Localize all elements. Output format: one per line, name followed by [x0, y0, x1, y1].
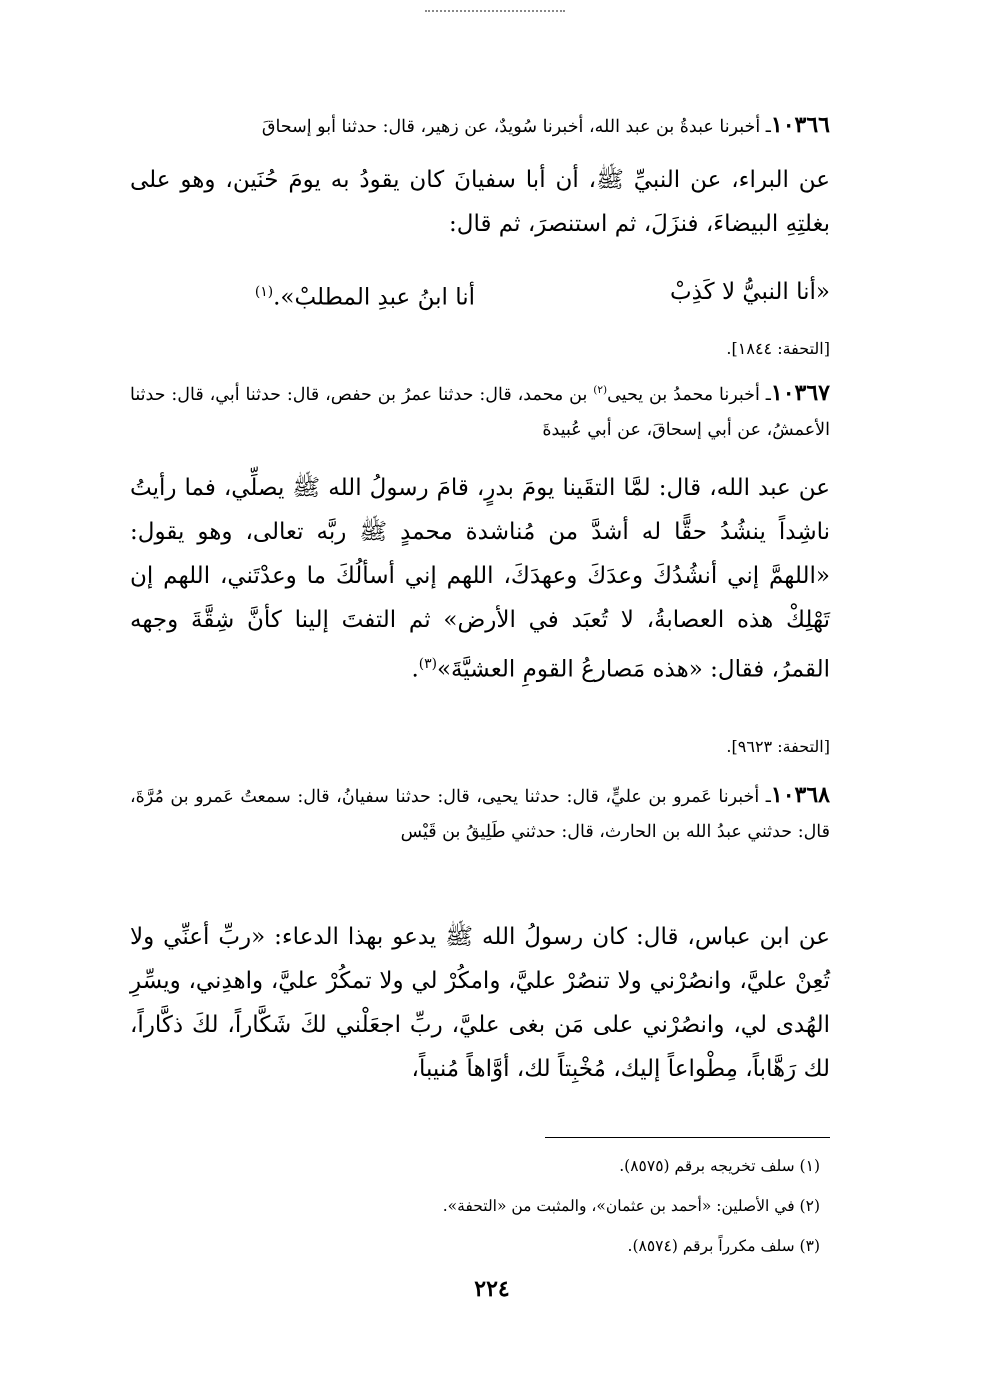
verse-text: أنا ابنُ عبدِ المطلبْ».: [273, 284, 475, 311]
hadith-number: ١٠٣٦٦: [770, 112, 830, 138]
hadith-number: ١٠٣٦٨: [770, 782, 830, 808]
footnote-separator: [545, 1137, 830, 1138]
hadith-10367-isnad: [130, 373, 830, 448]
isnad-text: ـ أخبرنا عَمرو بن عليٍّ، قال: حدثنا يحيى، قال: حدثنا سفيانُ، قال: سمعتُ عَمرو بن مُرَّةَ، قال: حدثني عبدُ الله بن الحارث، قال: حدثني طَلِيقُ بن قَيْس: [130, 787, 830, 842]
isnad-text: ـ أخبرنا عبدةُ بن عبد الله، أخبرنا سُويدٌ، عن زهير، قال: حدثنا أبو إسحاقَ: [261, 117, 771, 137]
matn-end: .: [411, 656, 419, 683]
tuhfa-reference: [التحفة: ٩٦٢٣].: [726, 737, 830, 756]
verse-hemistich-2: [255, 272, 475, 318]
hadith-10368-isnad: [130, 778, 830, 850]
footnote-3: (٣) سلف مكرراً برقم (٨٥٧٤).: [627, 1237, 820, 1255]
footnote-2: (٢) في الأصلين: «أحمد بن عثمان»، والمثبت من «التحفة».: [442, 1197, 820, 1215]
hadith-number: ١٠٣٦٧: [770, 379, 830, 406]
footnote-marker: (٢): [593, 384, 608, 396]
isnad-text-continued: بن محمد، قال: حدثنا عمرُ بن حفص، قال: حدثنا أبي، قال: حدثنا الأعمشُ، عن أبي إسحاقَ، عن أبي عُبيدةَ: [130, 384, 830, 440]
hadith-10366-matn: عن البراء، عن النبيِّ ﷺ، أن أبا سفيانَ كان يقودُ به يومَ حُنَين، وهو على بغلتِهِ البيضاءَ، فنزَلَ، ثم استنصرَ، ثم قال:: [130, 167, 830, 237]
footnote-marker: (١): [254, 284, 274, 300]
matn-text: عن عبد الله، قال: لمَّا التقَينا يومَ بدرٍ، قامَ رسولُ الله ﷺ يصلِّي، فما رأيتُ ناشِداً ينشُدُ حقًّا له أشدَّ من مُناشدة محمدٍ ﷺ ربَّه تعالى، وهو يقول: «اللهمَّ إني أنشُدُكَ وعدَكَ وعهدَكَ، اللهم إني أسألُكَ ما وعدْتَني، اللهم إن تَهْلِكْ هذه العصابةُ، لا تُعبَد في الأرض» ثم التفتَ إلينا كأنَّ شِقَّةَ وجهه القمرُ، فقال: «هذه مَصارعُ القومِ العشيَّةَ»: [130, 475, 830, 683]
hadith-10367-matn: [130, 466, 830, 692]
top-decorative-rule: [425, 10, 565, 12]
footnote-1: (١) سلف تخريجه برقم (٨٥٧٥).: [619, 1157, 820, 1175]
footnote-marker: (٣): [418, 656, 437, 672]
isnad-text: ـ أخبرنا محمدُ بن يحيى: [607, 384, 771, 405]
verse-hemistich-1: «أنا النبيُّ لا كَذِبْ: [669, 279, 830, 305]
hadith-10366-isnad: [130, 108, 830, 145]
poetry-verse: [130, 272, 830, 312]
hadith-10368-matn: عن ابن عباس، قال: كان رسولُ الله ﷺ يدعو بهذا الدعاء: «ربِّ أعنِّي ولا تُعِنْ عليَّ، وانصُرْني ولا تنصُرْ عليَّ، وامكُرْ لي ولا تمكُرْ عليَّ، واهدِني، ويسِّرِ الهُدى لي، وانصُرْني على مَن بغى عليَّ، ربِّ اجعَلْني لكَ شَكَّاراً، لكَ ذكَّاراً، لك رَهَّاباً، مِطْواعاً إليك، مُخْبِتاً لك، أوَّاهاً مُنيباً،: [130, 924, 830, 1082]
tuhfa-reference: [التحفة: ١٨٤٤].: [726, 339, 830, 358]
page-number: ٢٢٤: [474, 1276, 510, 1302]
